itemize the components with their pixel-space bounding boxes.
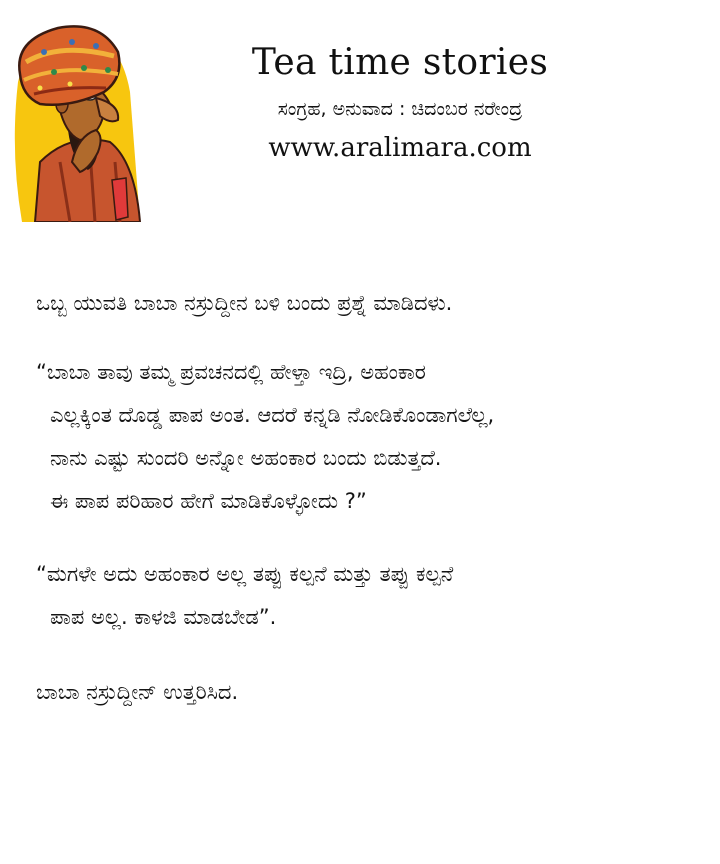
page-header (200, 40, 600, 166)
story-intro: ಒಬ್ಬ ಯುವತಿ ಬಾಬಾ ನಸ್ರುದ್ದೀನ ಬಳಿ ಬಂದು ಪ್ರಶ್ನೆ ಮಾಡಿದಳು. (36, 291, 453, 315)
question-line: ಈ ಪಾಪ ಪರಿಹಾರ ಹೇಗೆ ಮಾಡಿಕೊಳ್ಳೋದು ?” (50, 489, 367, 513)
question-line: ನಾನು ಎಷ್ಟು ಸುಂದರಿ ಅನ್ನೋ ಅಹಂಕಾರ ಬಂದು ಬಿಡುತ್ತದೆ. (50, 446, 442, 470)
website-link[interactable]: www.aralimara.com (268, 133, 532, 163)
page-title: Tea time stories (251, 42, 549, 83)
answer-quote (36, 553, 696, 639)
story-body (36, 282, 696, 714)
answer-line: ಪಾಪ ಅಲ್ಲ. ಕಾಳಜಿ ಮಾಡಬೇಡ”. (50, 605, 277, 629)
question-line: “ಬಾಬಾ ತಾವು ತಮ್ಮ ಪ್ರವಚನದಲ್ಲಿ ಹೇಳ್ತಾ ಇದ್ರಿ, ಅಹಂಕಾರ (36, 360, 426, 384)
story-closing: ಬಾಬಾ ನಸ್ರುದ್ದೀನ್ ಉತ್ತರಿಸಿದ. (36, 680, 239, 704)
answer-line: “ಮಗಳೇ ಅದು ಅಹಂಕಾರ ಅಲ್ಲ ತಪ್ಪು ಕಲ್ಪನೆ ಮತ್ತು ತಪ್ಪು ಕಲ್ಪನೆ (36, 562, 454, 586)
compiler-credit: ಸಂಗ್ರಹ, ಅನುವಾದ : ಚಿದಂಬರ ನರೇಂದ್ರ (277, 98, 523, 120)
question-line: ಎಲ್ಲಕ್ಕಿಂತ ದೊಡ್ಡ ಪಾಪ ಅಂತ. ಆದರೆ ಕನ್ನಡಿ ನೋಡಿಕೊಂಡಾಗಲೆಲ್ಲ, (50, 403, 495, 427)
nasruddin-caricature-icon (0, 12, 150, 222)
question-quote (36, 351, 696, 523)
